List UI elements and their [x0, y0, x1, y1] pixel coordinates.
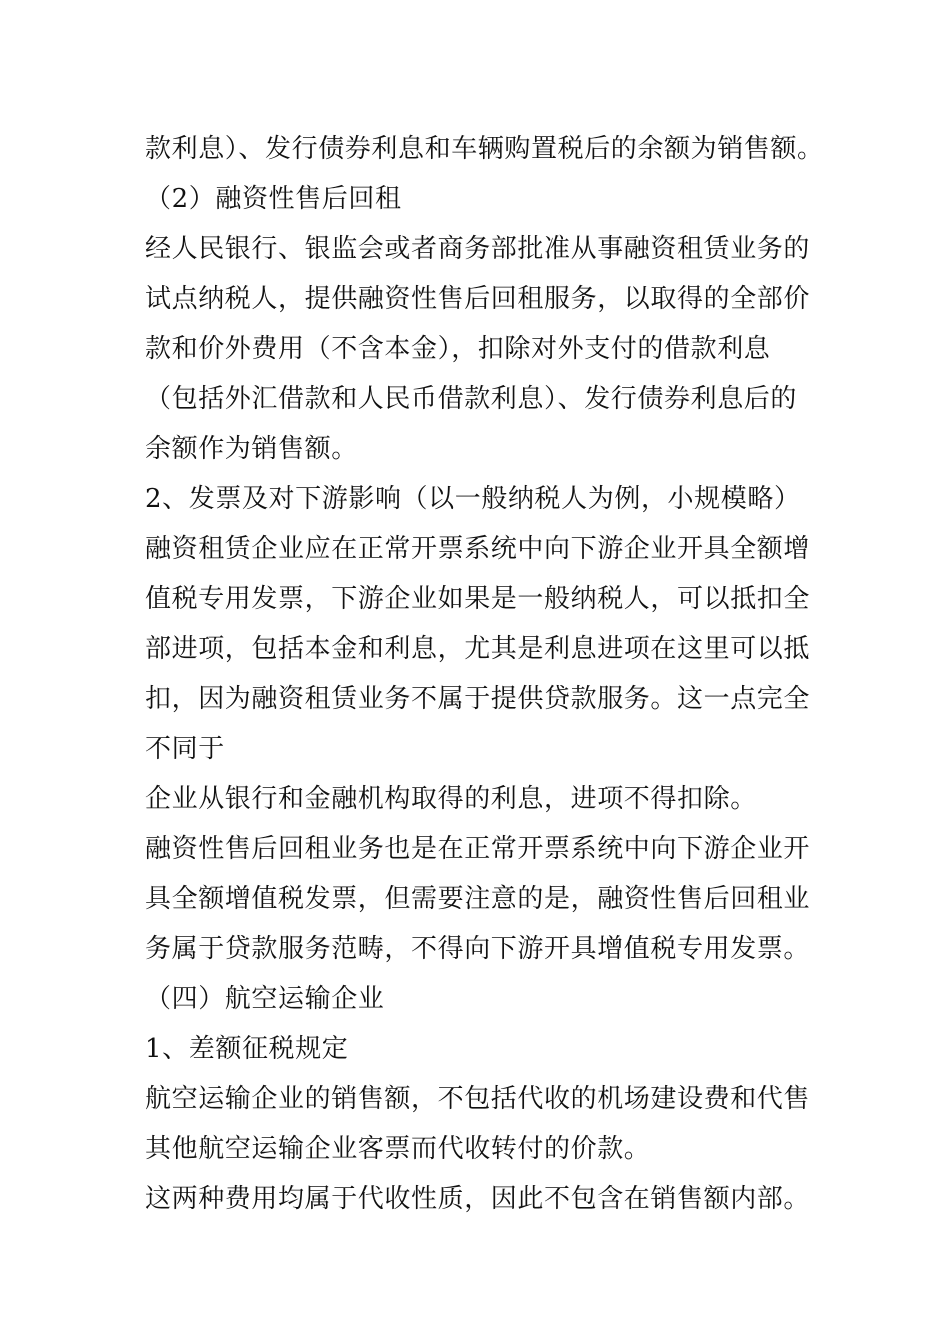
section-heading: （四）航空运输企业 [145, 984, 385, 1014]
text-line: 经人民银行、银监会或者商务部批准从事融资租赁业务的 [145, 234, 811, 264]
text-line: 不同于 [145, 734, 225, 764]
text-line: （包括外汇借款和人民币借款利息）、发行债券利息后的 [145, 384, 798, 414]
text-line: 企业从银行和金融机构取得的利息，进项不得扣除。 [145, 784, 757, 814]
text-line: 余额作为销售额。 [145, 434, 358, 464]
section-heading: 1、差额征税规定 [145, 1034, 349, 1064]
text-line: 航空运输企业的销售额，不包括代收的机场建设费和代售 [145, 1084, 811, 1114]
text-line: 融资性售后回租业务也是在正常开票系统中向下游企业开 [145, 834, 811, 864]
text-line: 其他航空运输企业客票而代收转付的价款。 [145, 1134, 651, 1164]
document-body [145, 124, 824, 1224]
text-line: 融资租赁企业应在正常开票系统中向下游企业开具全额增 [145, 534, 811, 564]
text-line: 扣，因为融资租赁业务不属于提供贷款服务。这一点完全 [145, 684, 811, 714]
section-heading: 2、发票及对下游影响（以一般纳税人为例，小规模略） [145, 484, 801, 514]
text-line: 这两种费用均属于代收性质，因此不包含在销售额内部。 [145, 1184, 811, 1214]
text-line: 试点纳税人，提供融资性售后回租服务，以取得的全部价 [145, 284, 811, 314]
text-line: 款利息）、发行债券利息和车辆购置税后的余额为销售额。 [145, 134, 824, 164]
text-line: 部进项，包括本金和利息，尤其是利息进项在这里可以抵 [145, 634, 811, 664]
section-heading: （2）融资性售后回租 [145, 184, 402, 214]
text-line: 值税专用发票，下游企业如果是一般纳税人，可以抵扣全 [145, 584, 811, 614]
text-line: 款和价外费用（不含本金），扣除对外支付的借款利息 [145, 334, 771, 364]
text-line: 具全额增值税发票，但需要注意的是，融资性售后回租业 [145, 884, 811, 914]
text-line: 务属于贷款服务范畴，不得向下游开具增值税专用发票。 [145, 934, 811, 964]
